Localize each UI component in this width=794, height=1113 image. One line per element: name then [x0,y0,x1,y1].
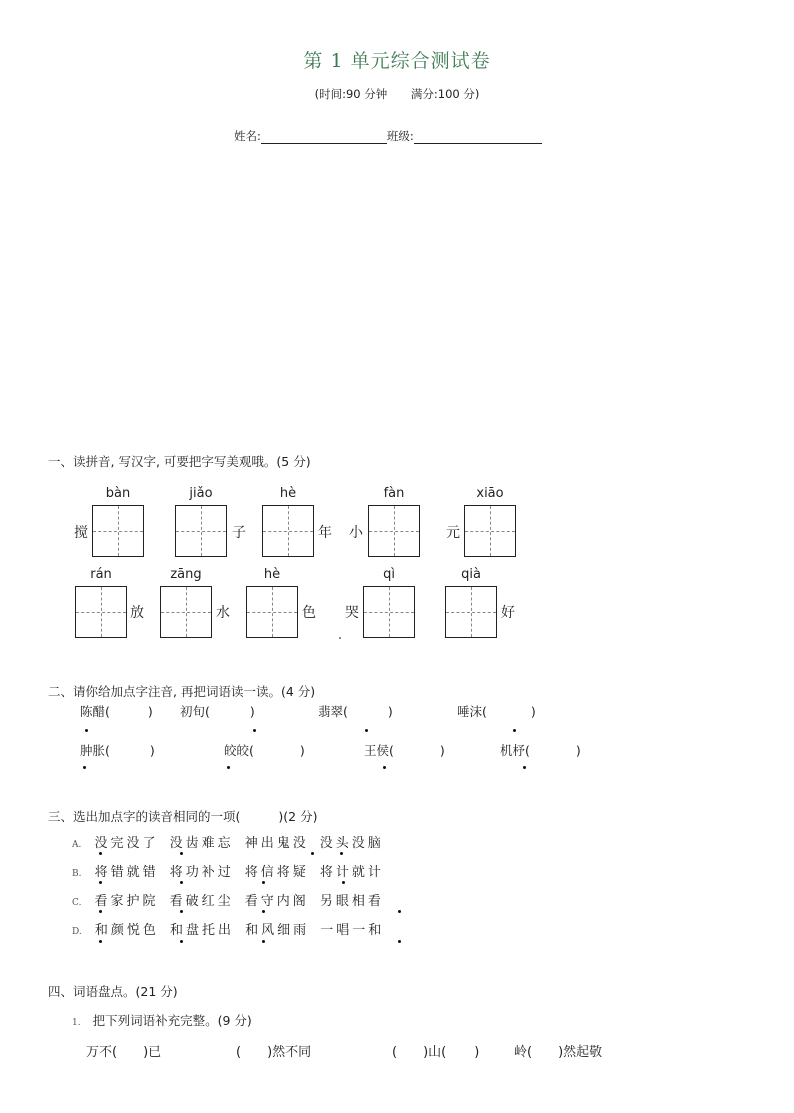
option-word: 和颜悦色 [94,923,159,938]
writing-grid[interactable] [464,505,516,557]
page-title: 第 1 单元综合测试卷 [303,50,491,72]
word-item [180,702,255,720]
word: 初旬( [180,704,210,719]
word-item [500,741,581,759]
writing-grid[interactable] [368,505,420,557]
fill-word [86,1041,161,1060]
writing-grid[interactable] [246,586,298,638]
section-4-heading: 四、词语盘点。(21 分) [48,984,178,999]
writing-grid[interactable] [175,505,227,557]
char: 搅 [74,525,88,541]
fill-part: )然起敬 [558,1045,603,1060]
option-word: 神出鬼没 [244,836,309,851]
fill-part: 岭( [514,1045,533,1060]
paren-close: ) [439,743,445,758]
word-item [457,702,536,720]
section-3-heading [48,807,317,825]
word: 机杼( [500,743,530,758]
fill-word [514,1041,602,1060]
paren-close: ) [249,704,255,719]
option-word: 没完没了 [94,836,159,851]
fill-word [236,1041,311,1060]
exam-info [0,86,794,102]
word: 肿胀( [80,743,110,758]
pinyin: hè [263,567,281,582]
option-word: 将错就错 [94,865,159,880]
pinyin: qià [461,567,481,582]
pinyin: hè [279,486,297,501]
word-item [80,702,153,720]
student-info-row [234,128,542,144]
sub-number: 1. [72,1018,81,1028]
emphasis-dot [83,766,86,769]
option-word: 没头没脑 [319,836,384,851]
pinyin: qì [383,567,395,582]
option-letter: D. [72,927,82,937]
option-word: 看破红尘 [169,894,234,909]
writing-grid[interactable] [445,586,497,638]
option-word: 另眼相看 [319,894,384,909]
writing-grid[interactable] [75,586,127,638]
emphasis-dot [262,881,265,884]
option-word: 将信将疑 [244,865,309,880]
emphasis-dot [227,766,230,769]
heading-text: 三、选出加点字的读音相同的一项( [48,809,241,824]
paren-close: ) [530,704,536,719]
word-item [318,702,393,720]
fill-part: ( [236,1045,242,1060]
emphasis-dot [342,881,345,884]
full-score: 满分:100 分) [410,87,480,101]
emphasis-dot [523,766,526,769]
class-blank[interactable] [414,131,542,144]
class-label: 班级: [386,129,414,143]
option-word: 将功补过 [169,865,234,880]
time-limit: (时间:90 分钟 [314,87,388,101]
word-item [364,741,445,759]
option-word: 和盘托出 [169,923,234,938]
emphasis-dot [262,940,265,943]
fill-word [392,1041,479,1060]
char: 小 [349,525,363,541]
pinyin: rán [90,567,112,582]
emphasis-dot [340,852,343,855]
fill-part: )已 [143,1045,162,1060]
emphasis-dot [311,852,314,855]
char: 年 [318,525,332,541]
fill-part: 万不( [86,1045,118,1060]
sub-text: 把下列词语补充完整。(9 分) [92,1013,252,1028]
fill-part: )然不同 [267,1045,312,1060]
paren-close: ) [147,704,153,719]
char: 放 [130,605,144,621]
emphasis-dot [99,910,102,913]
emphasis-dot [99,881,102,884]
word: 翡翠( [318,704,348,719]
emphasis-dot [85,729,88,732]
emphasis-dot [99,940,102,943]
section-1-heading: 一、读拼音, 写汉字, 可要把字写美观哦。(5 分) [48,454,311,469]
section-2-heading: 二、请你给加点字注音, 再把词语读一读。(4 分) [48,684,316,699]
word: 皎皎( [224,743,254,758]
char: 水 [216,605,230,621]
fill-part: ( [392,1045,398,1060]
option-word: 一唱一和 [320,923,385,938]
emphasis-dot [180,881,183,884]
option-word: 将计就计 [319,865,384,880]
stray-mark [339,637,341,639]
option-letter: A. [72,840,82,850]
fill-part: ) [474,1045,480,1060]
char: 好 [501,605,515,621]
emphasis-dot [365,729,368,732]
option-word: 看守内阁 [244,894,309,909]
char: 子 [232,525,246,541]
option-b[interactable] [72,861,384,880]
word: 唾沫( [457,704,487,719]
word-item [80,741,155,759]
name-blank[interactable] [261,131,387,144]
option-word: 没齿难忘 [169,836,234,851]
writing-grid[interactable] [363,586,415,638]
writing-grid[interactable] [92,505,144,557]
word-item [224,741,305,759]
writing-grid[interactable] [262,505,314,557]
char: 色 [302,605,316,621]
word: 王侯( [364,743,394,758]
emphasis-dot [253,729,256,732]
paren-close: ) [575,743,581,758]
heading-end: )(2 分) [278,809,318,824]
char: 元 [446,525,460,541]
emphasis-dot [513,729,516,732]
emphasis-dot [180,910,183,913]
pinyin: jiǎo [189,486,213,501]
pinyin: bàn [105,486,131,501]
paren-close: ) [387,704,393,719]
option-word: 看家护院 [94,894,159,909]
emphasis-dot [99,852,102,855]
emphasis-dot [180,852,183,855]
word: 陈醋( [80,704,110,719]
option-word: 和风细雨 [245,923,310,938]
option-d[interactable] [72,919,384,938]
option-c[interactable] [72,890,384,909]
emphasis-dot [180,940,183,943]
option-letter: C. [72,898,82,908]
pinyin: fàn [383,486,405,501]
pinyin: zāng [170,567,202,582]
emphasis-dot [262,910,265,913]
subsection-1 [72,1011,252,1029]
paren-close: ) [149,743,155,758]
option-a[interactable] [72,832,384,851]
emphasis-dot [398,910,401,913]
name-label: 姓名: [234,129,261,143]
writing-grid[interactable] [160,586,212,638]
pinyin: xiāo [476,486,504,501]
char: 哭 [345,605,359,621]
emphasis-dot [383,766,386,769]
paren-close: ) [299,743,305,758]
fill-part: )山( [423,1045,447,1060]
emphasis-dot [398,940,401,943]
option-letter: B. [72,869,82,879]
